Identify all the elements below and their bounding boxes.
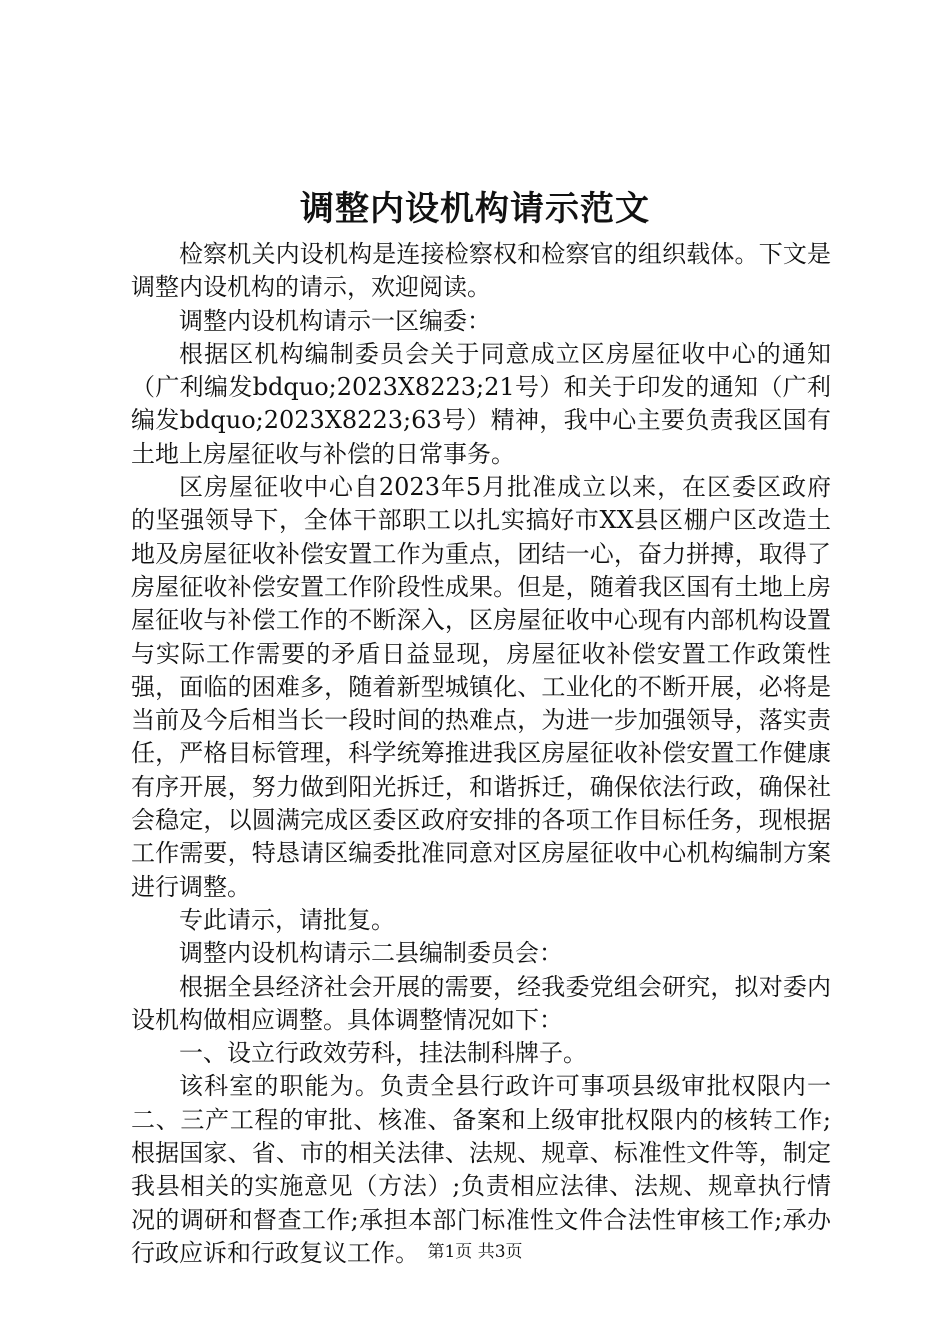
paragraph-salutation-1: 调整内设机构请示一区编委： xyxy=(179,306,491,335)
paragraph-salutation-2: 调整内设机构请示二县编制委员会： xyxy=(179,939,563,968)
paragraph-intro: 检察机关内设机构是连接检察权和检察官的组织载体。下文是调整内设机构的请示，欢迎阅读。 xyxy=(131,240,831,302)
document-body xyxy=(131,238,831,1270)
paragraph-item-1: 一、设立行政效劳科，挂法制科牌子。 xyxy=(179,1039,587,1068)
paragraph-background: 区房屋征收中心自2023年5月批准成立以来，在区委区政府的坚强领导下，全体干部职工以扎实搞好市XX县区棚户区改造土地及房屋征收补偿安置工作为重点，团结一心，奋力拼搏，取得了房屋征收补偿安置工作阶段性成果。但是，随着我区国有土地上房屋征收与补偿工作的不断深入，区房屋征收中心现有内部机构设置与实际工作需要的矛盾日益显现，房屋征收补偿安置工作政策性强，面临的困难多，随着新型城镇化、工业化的不断开展，必将是当前及今后相当长一段时间的热难点，为进一步加强领导，落实责任，严格目标管理，科学统筹推进我区房屋征收补偿安置工作健康有序开展，努力做到阳光拆迁，和谐拆迁，确保依法行政，确保社会稳定，以圆满完成区委区政府安排的各项工作目标任务，现根据工作需要，特恳请区编委批准同意对区房屋征收中心机构编制方案进行调整。 xyxy=(131,473,831,901)
page-number: 第1页 共3页 xyxy=(427,1242,523,1262)
paragraph-adjustment: 根据全县经济社会开展的需要，经我委党组会研究，拟对委内设机构做相应调整。具体调整情况如下： xyxy=(131,972,831,1034)
paragraph-closing: 专此请示，请批复。 xyxy=(179,905,395,934)
paragraph-basis: 根据区机构编制委员会关于同意成立区房屋征收中心的通知（广利编发bdquo;2023X8223;21号）和关于印发的通知（广利编发bdquo;2023X8223;63号）精神，我中心主要负责我区国有土地上房屋征收与补偿的日常事务。 xyxy=(131,339,831,468)
paragraph-duties: 该科室的职能为。负责全县行政许可事项县级审批权限内一二、三产工程的审批、核准、备案和上级审批权限内的核转工作;根据国家、省、市的相关法律、法规、规章、标准性文件等，制定我县相关的实施意见（方法）;负责相应法律、法规、规章执行情况的调研和督查工作;承担本部门标准性文件合法性审核工作;承办行政应诉和行政复议工作。 xyxy=(131,1072,831,1267)
document-title: 调整内设机构请示范文 xyxy=(300,189,650,229)
